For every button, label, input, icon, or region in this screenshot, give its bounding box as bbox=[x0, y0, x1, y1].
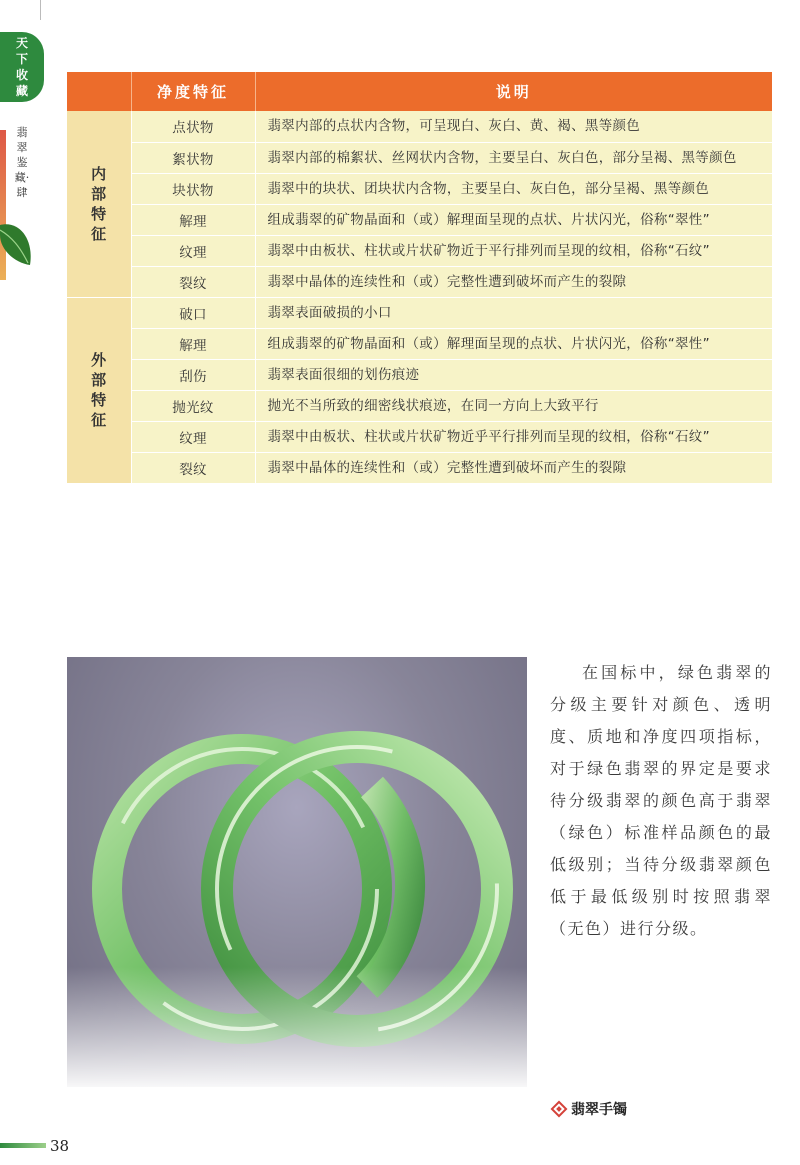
feature-cell: 刮伤 bbox=[131, 359, 255, 390]
body-paragraph: 在国标中，绿色翡翠的分级主要针对颜色、透明度、质地和净度四项指标，对于绿色翡翠的界定是要求待分级翡翠的颜色高于翡翠（绿色）标准样品颜色的最低级别；当待分级翡翠颜色低于最低级别时按照翡翠（无色）进行分级。 bbox=[550, 663, 772, 938]
leaf-icon bbox=[0, 215, 34, 270]
description-cell: 翡翠表面很细的划伤痕迹 bbox=[255, 359, 772, 390]
series-char: 天 bbox=[15, 36, 28, 50]
photo-caption bbox=[553, 1099, 627, 1119]
description-cell: 翡翠中晶体的连续性和（或）完整性遭到破坏而产生的裂隙 bbox=[255, 452, 772, 483]
feature-cell: 纹理 bbox=[131, 421, 255, 452]
feature-cell: 破口 bbox=[131, 297, 255, 328]
table-row bbox=[67, 452, 772, 483]
table-row bbox=[67, 421, 772, 452]
feature-cell: 纹理 bbox=[131, 235, 255, 266]
jade-bangle-photo bbox=[67, 657, 527, 1087]
caption-text: 翡翠手镯 bbox=[571, 1102, 627, 1118]
table-body bbox=[67, 111, 772, 483]
series-badge bbox=[0, 32, 44, 102]
top-rule bbox=[40, 0, 41, 20]
feature-cell: 絮状物 bbox=[131, 142, 255, 173]
description-cell: 翡翠内部的点状内含物，可呈现白、灰白、黄、褐、黑等颜色 bbox=[255, 111, 772, 142]
table-row bbox=[67, 235, 772, 266]
feature-cell: 解理 bbox=[131, 328, 255, 359]
feature-cell: 块状物 bbox=[131, 173, 255, 204]
feature-cell: 裂纹 bbox=[131, 266, 255, 297]
table-row bbox=[67, 204, 772, 235]
group-header bbox=[67, 72, 131, 111]
footer-bar bbox=[0, 1143, 46, 1148]
table-row bbox=[67, 359, 772, 390]
description-header: 说明 bbox=[255, 72, 772, 111]
table-row bbox=[67, 266, 772, 297]
description-cell: 翡翠中的块状、团块状内含物，主要呈白、灰白色，部分呈褐、黑等颜色 bbox=[255, 173, 772, 204]
feature-cell: 点状物 bbox=[131, 111, 255, 142]
group-label-text: 内部特征 bbox=[91, 164, 107, 243]
description-cell: 翡翠中晶体的连续性和（或）完整性遭到破坏而产生的裂隙 bbox=[255, 266, 772, 297]
description-cell: 翡翠中由板状、柱状或片状矿物近于平行排列而呈现的纹相，俗称“石纹” bbox=[255, 235, 772, 266]
feature-cell: 解理 bbox=[131, 204, 255, 235]
table-header-row bbox=[67, 72, 772, 111]
description-cell: 组成翡翠的矿物晶面和（或）解理面呈现的点状、片状闪光，俗称“翠性” bbox=[255, 328, 772, 359]
table-row bbox=[67, 142, 772, 173]
group-label bbox=[67, 111, 131, 297]
book-title: 翡翠鉴藏·肆 bbox=[14, 126, 30, 199]
bangle-illustration bbox=[67, 657, 527, 1087]
feature-cell: 裂纹 bbox=[131, 452, 255, 483]
series-char: 收 bbox=[15, 68, 28, 82]
table-row bbox=[67, 297, 772, 328]
table-row bbox=[67, 390, 772, 421]
diamond-bullet-icon bbox=[551, 1101, 568, 1118]
table-row bbox=[67, 111, 772, 142]
description-cell: 翡翠内部的棉絮状、丝网状内含物，主要呈白、灰白色，部分呈褐、黑等颜色 bbox=[255, 142, 772, 173]
series-char: 藏 bbox=[15, 84, 28, 98]
description-cell: 翡翠中由板状、柱状或片状矿物近乎平行排列而呈现的纹相，俗称“石纹” bbox=[255, 421, 772, 452]
series-char: 下 bbox=[15, 52, 28, 66]
description-cell: 组成翡翠的矿物晶面和（或）解理面呈现的点状、片状闪光，俗称“翠性” bbox=[255, 204, 772, 235]
description-cell: 翡翠表面破损的小口 bbox=[255, 297, 772, 328]
feature-cell: 抛光纹 bbox=[131, 390, 255, 421]
clarity-features-table bbox=[67, 72, 773, 484]
group-label bbox=[67, 297, 131, 483]
group-label-text: 外部特征 bbox=[91, 351, 107, 429]
description-cell: 抛光不当所致的细密线状痕迹，在同一方向上大致平行 bbox=[255, 390, 772, 421]
feature-header: 净度特征 bbox=[131, 72, 255, 111]
page-number: 38 bbox=[50, 1137, 70, 1155]
table-row bbox=[67, 328, 772, 359]
table-row bbox=[67, 173, 772, 204]
